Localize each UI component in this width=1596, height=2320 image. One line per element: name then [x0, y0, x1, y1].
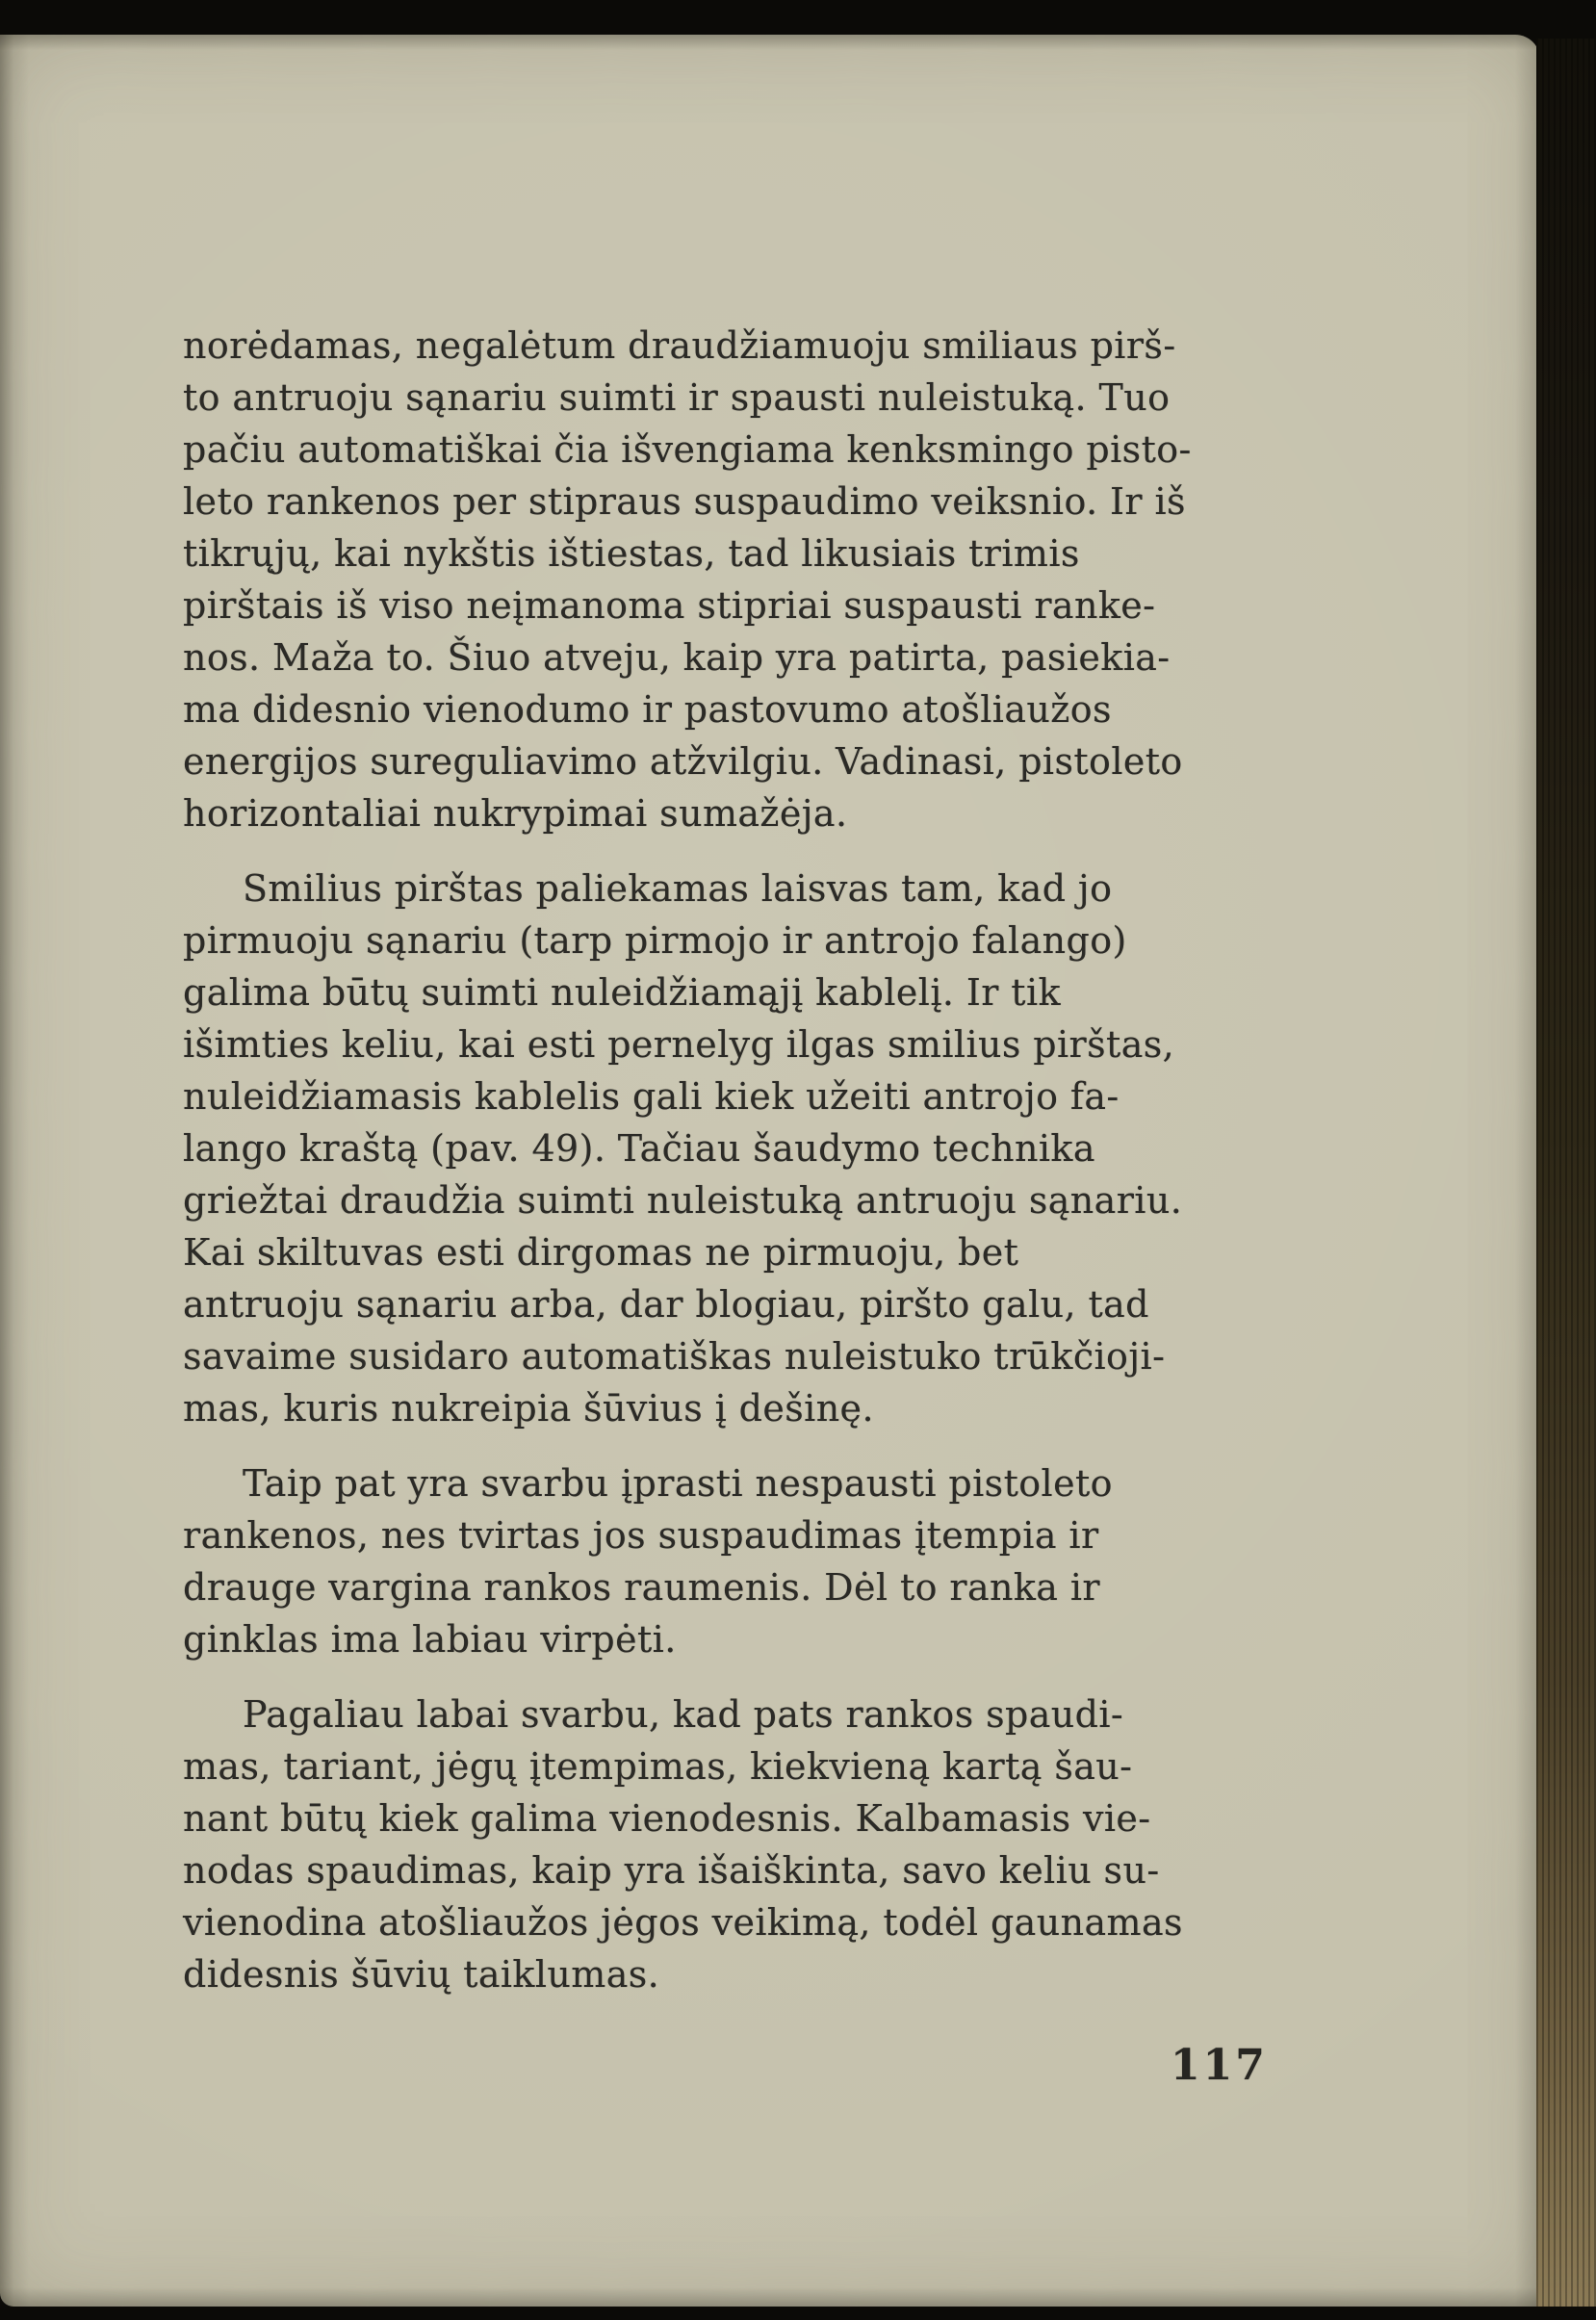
book-page [0, 35, 1540, 2307]
text-line: lango kraštą (pav. 49). Tačiau šaudymo technika [183, 1127, 1095, 1170]
text-line: nuleidžiamasis kablelis gali kiek užeiti antrojo fa- [183, 1075, 1120, 1118]
text-line: didesnis šūvių taiklumas. [183, 1953, 660, 1996]
text-line: Taip pat yra svarbu įprasti nespausti pistoleto [243, 1462, 1113, 1505]
text-line: pirmuoju sąnariu (tarp pirmojo ir antrojo falango) [183, 919, 1127, 962]
scanner-bed-bottom [0, 2307, 1596, 2320]
text-line: Smilius pirštas paliekamas laisvas tam, kad jo [243, 867, 1113, 910]
page-stack-edge [1536, 39, 1596, 2320]
text-line: griežtai draudžia suimti nuleistuką antruoju sąnariu. [183, 1179, 1183, 1222]
text-line: nant būtų kiek galima vienodesnis. Kalbamasis vie- [183, 1797, 1151, 1840]
text-line: ginklas ima labiau virpėti. [183, 1618, 677, 1661]
text-line: mas, kuris nukreipia šūvius į dešinę. [183, 1387, 874, 1430]
paragraph [183, 1457, 1249, 1665]
text-line: leto rankenos per stipraus suspaudimo veiksnio. Ir iš [183, 480, 1186, 523]
paragraph [183, 863, 1249, 1434]
text-line: nos. Maža to. Šiuo atveju, kaip yra patirta, pasiekia- [183, 636, 1171, 679]
text-block [183, 320, 1249, 2000]
text-line: pirštais iš viso neįmanoma stipriai suspausti ranke- [183, 584, 1156, 627]
text-line: to antruoju sąnariu suimti ir spausti nuleistuką. Tuo [183, 376, 1171, 419]
paragraph [183, 1688, 1249, 2000]
scanner-bed-top [0, 0, 1596, 35]
text-line: norėdamas, negalėtum draudžiamuoju smiliaus pirš- [183, 324, 1176, 367]
text-line: horizontaliai nukrypimai sumažėja. [183, 792, 848, 835]
text-line: vienodina atošliaužos jėgos veikimą, todėl gaunamas [183, 1901, 1183, 1944]
paragraph [183, 320, 1249, 839]
text-line: pačiu automatiškai čia išvengiama kenksmingo pisto- [183, 428, 1192, 471]
text-line: drauge vargina rankos raumenis. Dėl to ranka ir [183, 1566, 1100, 1609]
text-line: rankenos, nes tvirtas jos suspaudimas įtempia ir [183, 1514, 1099, 1557]
text-line: energijos sureguliavimo atžvilgiu. Vadinasi, pistoleto [183, 740, 1183, 783]
text-line: Kai skiltuvas esti dirgomas ne pirmuoju, bet [183, 1231, 1019, 1274]
text-line: Pagaliau labai svarbu, kad pats rankos spaudi- [243, 1693, 1124, 1736]
text-line: nodas spaudimas, kaip yra išaiškinta, savo keliu su- [183, 1849, 1160, 1892]
text-line: galima būtų suimti nuleidžiamąjį kablelį. Ir tik [183, 971, 1061, 1014]
text-line: mas, tariant, jėgų įtempimas, kiekvieną kartą šau- [183, 1745, 1133, 1788]
text-line: savaime susidaro automatiškas nuleistuko trūkčioji- [183, 1335, 1166, 1378]
text-line: tikrųjų, kai nykštis ištiestas, tad likusiais trimis [183, 532, 1080, 575]
text-line: antruoju sąnariu arba, dar blogiau, piršto galu, tad [183, 1283, 1149, 1326]
text-line: išimties keliu, kai esti pernelyg ilgas smilius pirštas, [183, 1023, 1175, 1066]
page-number: 117 [1171, 2041, 1268, 2090]
text-line: ma didesnio vienodumo ir pastovumo atošliaužos [183, 688, 1112, 731]
